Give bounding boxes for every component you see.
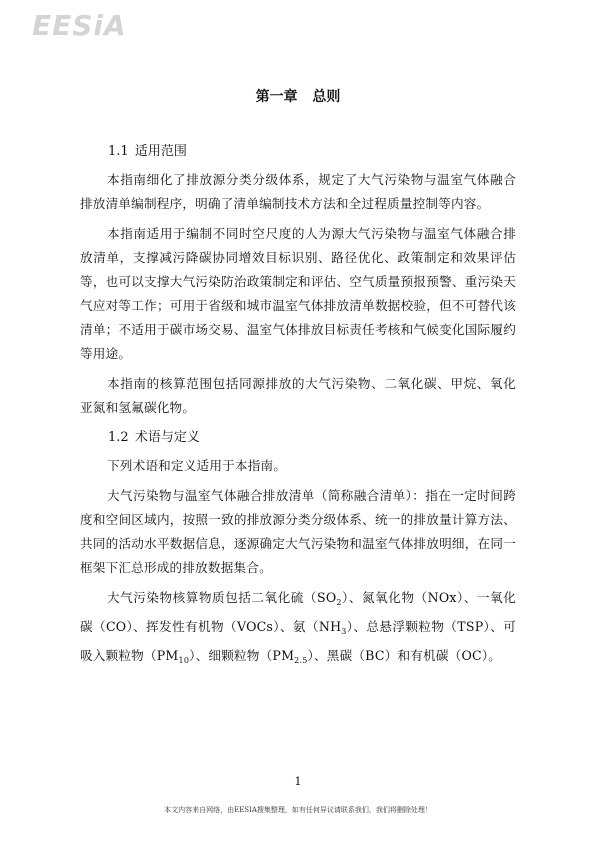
substances-text: ）、总悬浮颗粒物（TSP）、可吸入颗粒物（PM [80, 619, 517, 663]
paragraph-definition: 大气污染物与温室气体融合排放清单（简称融合清单）：指在一定时间跨度和空间区域内，按照一致的排放源分类分级体系、统一的排放量计算方法、共同的活动水平数据信息，逐源确定大气污染物和温室气体排放明细，在同一框架下汇总形成的排放数据集合。 [80, 488, 516, 575]
substances-text: ）、黑碳（BC）和有机碳（OC）。 [307, 648, 502, 663]
paragraph-scope-3: 本指南的核算范围包括同源排放的大气污染物、二氧化碳、甲烷、氧化亚氮和氢氟碳化物。 [80, 376, 516, 415]
document-body [80, 140, 516, 679]
page-number: 1 [294, 775, 302, 788]
substances-text: ）、细颗粒物（PM [189, 648, 295, 663]
subscript: 2 [336, 598, 342, 607]
section-heading-1-1 [80, 140, 516, 164]
paragraph-terms-intro: 下列术语和定义适用于本指南。 [107, 458, 287, 473]
eesia-logo: EESiA [32, 9, 127, 42]
paragraph-scope-1: 本指南细化了排放源分类分级体系，规定了大气污染物与温室气体融合排放清单编制程序，明确了清单编制技术方法和全过程质量控制等内容。 [80, 172, 516, 211]
section-heading-1-2 [80, 426, 516, 450]
section-number: 1.1 [108, 144, 129, 159]
subscript: 10 [178, 656, 190, 665]
footer-note: 本文内容来自网络，由EESIA搜集整理，如有任何异议请联系我们，我们将删除处理！ [164, 806, 432, 814]
substances-text: ）、氮氧化物（NOx）、一氧化碳（CO）、挥发性有机物（VOCs）、氨（NH [80, 590, 516, 634]
section-title: 适用范围 [134, 144, 187, 159]
paragraph-substances [80, 586, 516, 673]
section-title: 术语与定义 [134, 430, 200, 445]
chapter-title: 第一章 总则 [255, 89, 341, 105]
subscript: 3 [341, 627, 347, 636]
paragraph-scope-2: 本指南适用于编制不同时空尺度的人为源大气污染物与温室气体融合排放清单，支撑减污降碳协同增效目标识别、路径优化、政策制定和效果评估等，也可以支撑大气污染防治政策制定和评估、空气质量预报预警、重污染天气应对等工作；可用于省级和城市温室气体排放清单数据校验，但不可替代该清单；不适用于碳市场交易、温室气体排放目标责任考核和气候变化国际履约等用途。 [80, 226, 516, 361]
section-number: 1.2 [108, 430, 129, 445]
substances-text: 大气污染物核算物质包括二氧化硫（SO [107, 590, 337, 605]
subscript: 2.5 [294, 656, 308, 665]
